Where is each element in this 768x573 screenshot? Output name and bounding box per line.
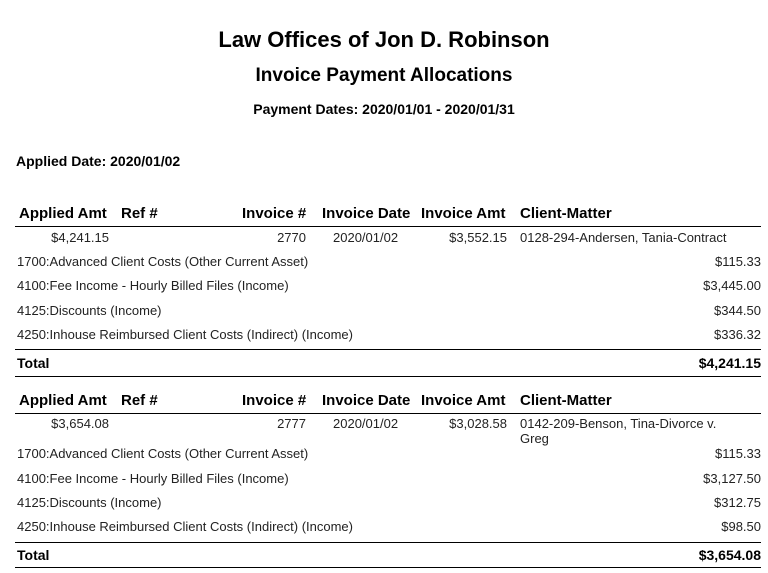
- allocation-amount: $3,127.50: [703, 471, 761, 486]
- total-amount: $3,654.08: [698, 547, 761, 563]
- allocation-amount: $312.75: [714, 495, 761, 510]
- allocation-amount: $98.50: [721, 519, 761, 534]
- allocation-account: 4100:Fee Income - Hourly Billed Files (Income): [17, 278, 289, 293]
- allocation-amount: $115.33: [714, 254, 761, 269]
- divider: [15, 376, 761, 377]
- allocation-account: 4125:Discounts (Income): [17, 495, 162, 510]
- allocation-account: 4250:Inhouse Reimbursed Client Costs (Indirect) (Income): [17, 327, 353, 342]
- total-amount: $4,241.15: [698, 355, 761, 371]
- firm-name: Law Offices of Jon D. Robinson: [218, 27, 550, 52]
- col-invoice-amt: Invoice Amt: [421, 205, 506, 222]
- col-invoice: Invoice #: [242, 205, 307, 222]
- col-applied-amt: Applied Amt: [19, 205, 107, 222]
- allocation-account: 1700:Advanced Client Costs (Other Current Asset): [17, 254, 309, 269]
- allocation-account: 4125:Discounts (Income): [17, 303, 162, 318]
- client-matter-continued: Greg: [520, 431, 549, 446]
- allocation-amount: $115.33: [714, 446, 761, 461]
- col-invoice-date: Invoice Date: [322, 392, 411, 409]
- invoice-amount: $3,552.15: [449, 230, 507, 245]
- invoice-number: 2770: [277, 230, 306, 245]
- column-header-row: [15, 203, 761, 227]
- col-applied-amt: Applied Amt: [19, 392, 107, 409]
- divider: [15, 567, 761, 568]
- applied-amount: $3,654.08: [51, 416, 109, 431]
- col-invoice-date: Invoice Date: [322, 205, 411, 222]
- invoice-number: 2777: [277, 416, 306, 431]
- allocation-amount: $344.50: [714, 303, 761, 318]
- allocation-account: 4100:Fee Income - Hourly Billed Files (Income): [17, 471, 289, 486]
- allocation-amount: $3,445.00: [703, 278, 761, 293]
- allocation-account: 4250:Inhouse Reimbursed Client Costs (Indirect) (Income): [17, 519, 353, 534]
- total-label: Total: [17, 355, 50, 371]
- invoice-date: 2020/01/02: [333, 416, 399, 431]
- report-title: Invoice Payment Allocations: [255, 65, 513, 86]
- invoice-date: 2020/01/02: [333, 230, 399, 245]
- col-ref: Ref #: [121, 205, 158, 222]
- allocation-account: 1700:Advanced Client Costs (Other Current Asset): [17, 446, 309, 461]
- column-header-row: [15, 390, 761, 414]
- divider: [15, 542, 761, 543]
- allocation-amount: $336.32: [714, 327, 761, 342]
- client-matter: 0142-209-Benson, Tina-Divorce v.: [520, 416, 717, 431]
- col-client-matter: Client-Matter: [520, 392, 612, 409]
- applied-amount: $4,241.15: [51, 230, 109, 245]
- col-client-matter: Client-Matter: [520, 205, 612, 222]
- payment-date-range: Payment Dates: 2020/01/01 - 2020/01/31: [253, 101, 515, 117]
- invoice-amount: $3,028.58: [449, 416, 507, 431]
- applied-date: Applied Date: 2020/01/02: [16, 153, 181, 169]
- col-ref: Ref #: [121, 392, 158, 409]
- divider: [15, 349, 761, 350]
- total-label: Total: [17, 547, 50, 563]
- client-matter: 0128-294-Andersen, Tania-Contract: [520, 230, 727, 245]
- col-invoice: Invoice #: [242, 392, 307, 409]
- col-invoice-amt: Invoice Amt: [421, 392, 506, 409]
